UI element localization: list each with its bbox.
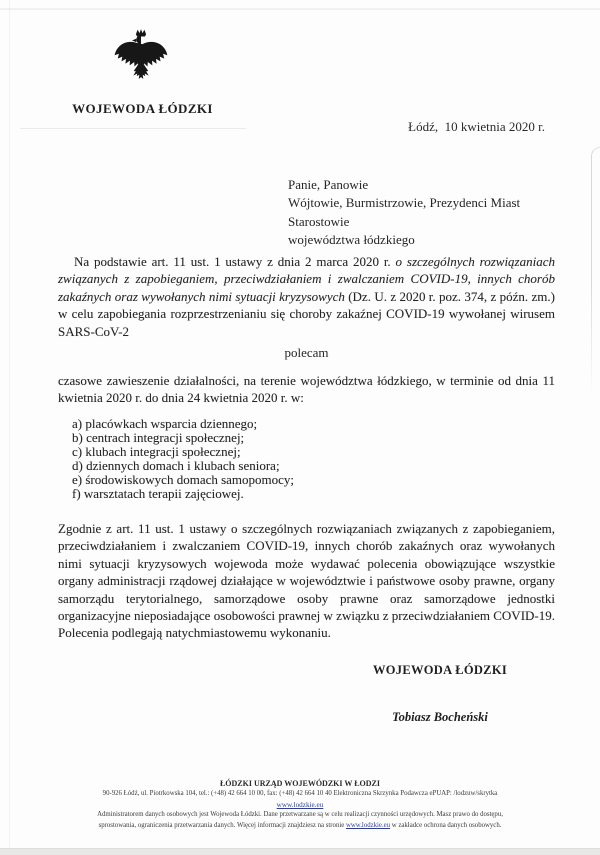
- letterhead-divider: [20, 128, 246, 129]
- letterhead-office-name: WOJEWODA ŁÓDZKI: [72, 101, 213, 116]
- scan-top-edge: [0, 8, 600, 10]
- footer-website: [0, 800, 600, 811]
- scan-right-corner: [591, 147, 600, 397]
- paragraph-legal-basis: [58, 253, 555, 340]
- addressee-line: województwa łódzkiego: [288, 231, 415, 247]
- directive-word: polecam: [284, 345, 329, 360]
- list-item: f) warsztatach terapii zajęciowej.: [72, 486, 244, 501]
- list-item: a) placówkach wsparcia dziennego;: [72, 416, 258, 431]
- polish-eagle-emblem-icon: [112, 28, 170, 96]
- paragraph-order: czasowe zawieszenie działalności, na terenie województwa łódzkiego, w terminie od dnia 11 kwietnia 2020 r. do dnia 24 kwietnia 2020 r. w:: [58, 373, 555, 406]
- footer-address-line: 90-926 Łódź, ul. Piotrkowska 104, tel.: (+48) 42 664 10 00, fax: (+48) 42 664 10 40 Elektroniczna Skrzynka Podawcza ePUAP: /lodzuw/skrytka: [102, 790, 498, 797]
- suspended-facilities-list: [72, 417, 294, 501]
- list-item: c) klubach integracji społecznej;: [72, 444, 241, 459]
- scan-left-edge: [9, 0, 10, 855]
- list-item: b) centrach integracji społecznej;: [72, 430, 245, 445]
- letter-footer: [0, 778, 600, 831]
- legal-basis-tail: (Dz. U. z 2020 r. poz. 374, z późn. zm.) w celu zapobiegania rozprzestrzenianiu się choroby zakaźnej COVID-19 wywołanej wirusem SARS-CoV-2: [58, 288, 555, 339]
- list-item: e) środowiskowych domach samopomocy;: [72, 472, 295, 487]
- place-and-date: Łódź, 10 kwietnia 2020 r.: [408, 119, 545, 134]
- signature-title: WOJEWODA ŁÓDZKI: [372, 663, 508, 677]
- list-item: d) dziennych domach i klubach seniora;: [72, 458, 280, 473]
- addressee-line: Starostowie: [288, 213, 350, 229]
- rodo-website-link: www.lodzkie.eu: [345, 821, 391, 829]
- footer-rodo-line-2: [0, 821, 600, 832]
- rodo-line2-pre: sprostowania, ograniczenia przetwarzania danych. Więcej informacji znajdziesz na stronie: [98, 821, 346, 829]
- rodo-line2-post: w zakładce ochrona danych osobowych.: [390, 821, 502, 829]
- act-title-italic: o szczególnych rozwiązaniach związanych z zapobieganiem, przeciwdziałaniem i zwalczaniem COVID-19, innych chorób zakaźnych oraz wywołanych nimi sytuacji kryzysowych: [58, 254, 555, 304]
- addressee-line: Wójtowie, Burmistrzowie, Prezydenci Miast: [288, 195, 521, 211]
- scan-bottom-bar: [0, 848, 600, 855]
- signature-name: Tobiasz Bocheński: [392, 710, 488, 724]
- legal-basis-lead: Na podstawie art. 11 ust. 1 ustawy z dnia 2 marca 2020 r.: [74, 254, 396, 269]
- footer-website-link: www.lodzkie.eu: [276, 800, 324, 809]
- addressee-block: [288, 176, 520, 249]
- addressee-line: Panie, Panowie: [288, 177, 369, 192]
- paragraph-justification: Zgodnie z art. 11 ust. 1 ustawy o szczególnych rozwiązaniach związanych z zapobieganiem, przeciwdziałaniem i zwalczaniem COVID-19, innych chorób zakaźnych oraz wywołanych nimi sytuacji kryzysowych wojewoda może wydawać polecenia obowiązujące wszystkie organy administracji rządowej działające w województwie i państwowe osoby prawne, organy samorządu terytorialnego, samorządowe osoby prawne oraz samorządowe jednostki organizacyjne nieposiadające osobowości prawnej w związku z przeciwdziałaniem COVID-19. Polecenia podlegają natychmiastowemu wykonaniu.: [58, 521, 555, 641]
- footer-rodo-line-1: Administratorem danych osobowych jest Wojewoda Łódzki. Dane przetwarzane są w celu realizacji czynności urzędowych. Masz prawo do dostępu,: [97, 811, 503, 818]
- footer-office-name: ŁÓDZKI URZĄD WOJEWÓDZKI W ŁODZI: [219, 779, 381, 788]
